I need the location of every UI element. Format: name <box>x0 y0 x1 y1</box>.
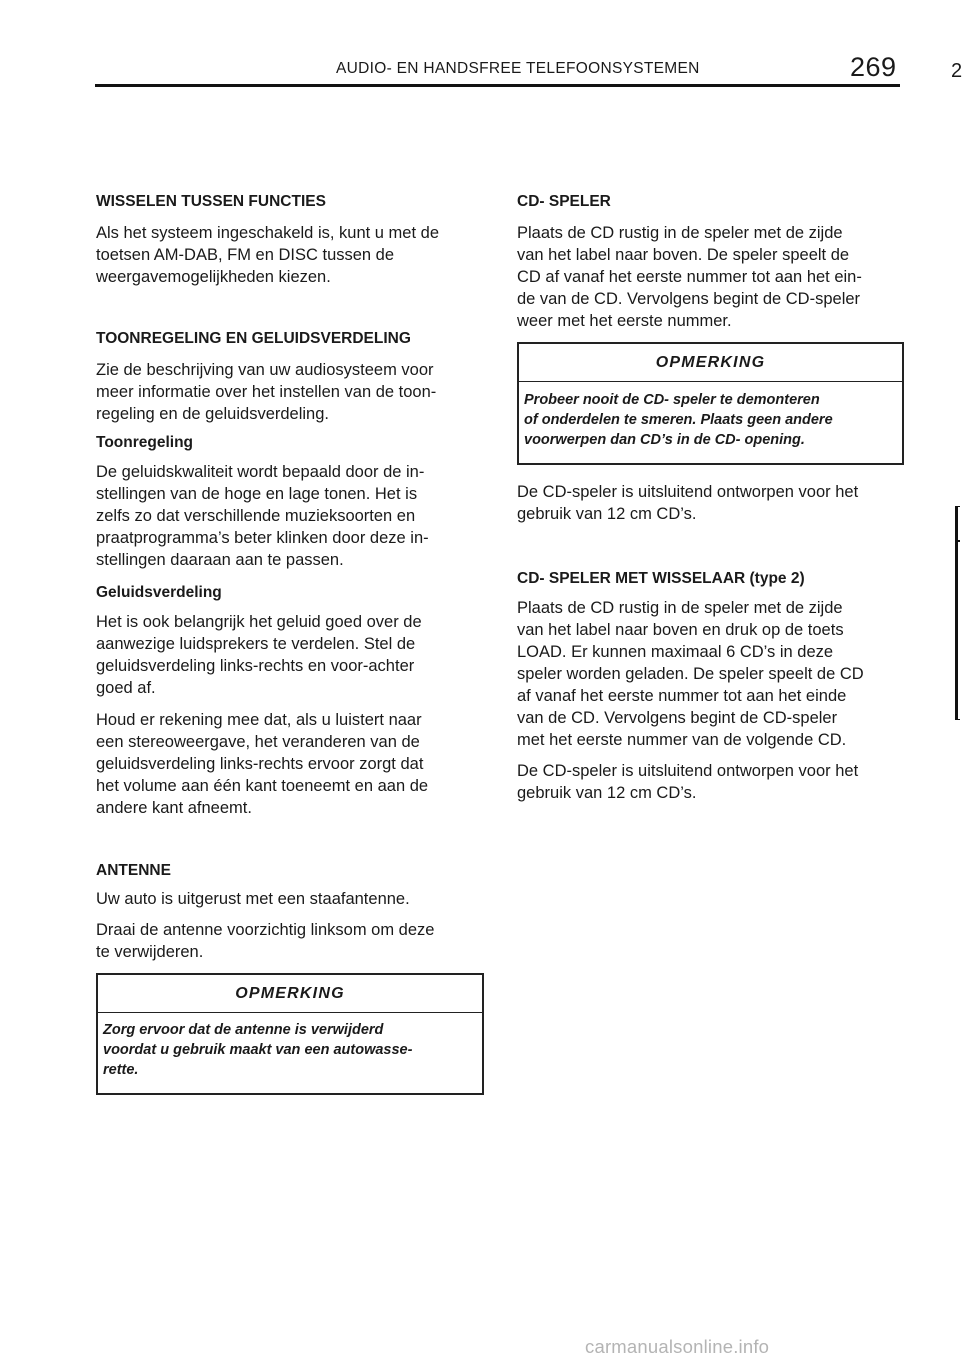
body-line: meer informatie over het instellen van de toon‑ <box>96 383 437 401</box>
body-line: stellingen daaraan aan te passen. <box>96 551 344 569</box>
body-line: aanwezige luidsprekers te verdelen. Stel de <box>96 635 416 653</box>
body-line: De geluidskwaliteit wordt bepaald door de in‑ <box>96 463 425 481</box>
note-title: OPMERKING <box>235 985 345 1002</box>
section-heading-antenne: ANTENNE <box>96 862 171 879</box>
body-line: zelfs zo dat verschillende muzieksoorten en <box>96 507 416 525</box>
body-line: De CD‑speler is uitsluitend ontworpen voor het <box>517 762 859 780</box>
body-line: gebruik van 12 cm CD’s. <box>517 505 697 523</box>
section-heading-cd-speler: CD‑ SPELER <box>517 193 611 210</box>
body-line: andere kant afneemt. <box>96 799 252 817</box>
body-line: van het label naar boven. De speler speelt de <box>517 246 850 264</box>
header-rule <box>95 84 900 87</box>
body-line: een stereoweergave, het veranderen van de <box>96 733 420 751</box>
body-line: de van de CD. Vervolgens begint de CD‑speler <box>517 290 861 308</box>
note-title: OPMERKING <box>655 354 766 371</box>
note-line: voordat u gebruik maakt van een autowasse‑ <box>103 1042 413 1058</box>
section-heading-toonregeling-geluidsverdeling: TOONREGELING EN GELUIDSVERDELING <box>96 330 411 347</box>
note-line: Zorg ervoor dat de antenne is verwijderd <box>103 1022 384 1038</box>
body-line: gebruik van 12 cm CD’s. <box>517 784 697 802</box>
subheading-geluidsverdeling: Geluidsverdeling <box>96 584 222 601</box>
body-line: af vanaf het eerste nummer tot aan het einde <box>517 687 847 705</box>
body-line: Plaats de CD rustig in de speler met de zijde <box>517 599 843 617</box>
body-line: CD af vanaf het eerste nummer tot aan het ein‑ <box>517 268 862 286</box>
body-line: Als het systeem ingeschakeld is, kunt u met de <box>96 224 440 242</box>
site-watermark: carmanualsonline.info <box>585 1336 770 1357</box>
note-box-cd-speler <box>517 342 904 465</box>
body-line: goed af. <box>96 679 156 697</box>
body-line: LOAD. Er kunnen maximaal 6 CD’s in deze <box>517 643 834 661</box>
running-header-title: AUDIO‑ EN HANDSFREE TELEFOONSYSTEMEN <box>336 60 700 77</box>
body-line: weer met het eerste nummer. <box>517 312 732 330</box>
note-divider <box>519 381 902 382</box>
page-number: 269 <box>850 52 897 82</box>
note-line: voorwerpen dan CD’s in de CD‑ opening. <box>524 432 805 448</box>
note-line: of onderdelen te smeren. Plaats geen andere <box>524 412 833 428</box>
body-line: Plaats de CD rustig in de speler met de zijde <box>517 224 843 242</box>
body-line: Draai de antenne voorzichtig linksom om deze <box>96 921 435 939</box>
note-divider <box>98 1012 482 1013</box>
body-line: van de CD. Vervolgens begint de CD‑speler <box>517 709 838 727</box>
body-line: met het eerste nummer van de volgende CD. <box>517 731 847 749</box>
body-line: De CD‑speler is uitsluitend ontworpen voor het <box>517 483 859 501</box>
body-line: Het is ook belangrijk het geluid goed over de <box>96 613 422 631</box>
note-box-antenne <box>96 973 484 1095</box>
body-line: toetsen AM‑DAB, FM en DISC tussen de <box>96 246 395 264</box>
section-heading-cd-speler-wisselaar: CD‑ SPELER MET WISSELAAR (type 2) <box>517 570 805 587</box>
note-line: Probeer nooit de CD‑ speler te demonteren <box>524 392 820 408</box>
thumb-index-tick <box>955 540 960 542</box>
body-line: het volume aan één kant toeneemt en aan de <box>96 777 429 795</box>
page-edge-mark: 2 <box>951 60 962 82</box>
body-line: geluidsverdeling links‑rechts ervoor zorgt dat <box>96 755 424 773</box>
body-line: Uw auto is uitgerust met een staafantenne. <box>96 890 410 908</box>
thumb-index-tab <box>955 506 960 720</box>
body-line: Zie de beschrijving van uw audiosysteem voor <box>96 361 434 379</box>
body-line: stellingen van de hoge en lage tonen. Het is <box>96 485 418 503</box>
body-line: van het label naar boven en druk op de toets <box>517 621 844 639</box>
body-line: geluidsverdeling links‑rechts en voor‑achter <box>96 657 415 675</box>
body-line: te verwijderen. <box>96 943 204 961</box>
section-heading-wisselen: WISSELEN TUSSEN FUNCTIES <box>96 193 326 210</box>
subheading-toonregeling: Toonregeling <box>96 434 194 451</box>
body-line: regeling en de geluidsverdeling. <box>96 405 329 423</box>
body-line: weergavemogelijkheden kiezen. <box>96 268 331 286</box>
body-line: praatprogramma’s beter klinken door deze in‑ <box>96 529 429 547</box>
note-line: rette. <box>103 1062 139 1078</box>
body-line: speler worden geladen. De speler speelt de CD <box>517 665 864 683</box>
body-line: Houd er rekening mee dat, als u luistert naar <box>96 711 422 729</box>
